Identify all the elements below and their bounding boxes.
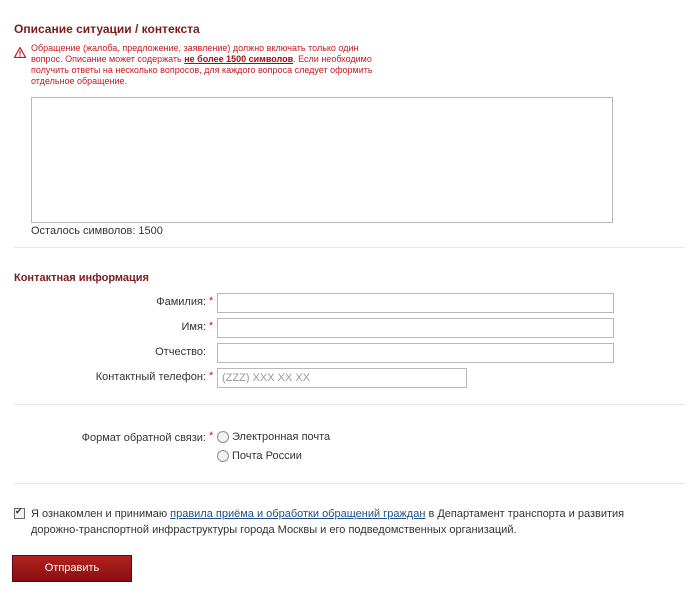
radio-email-label: Электронная почта (232, 431, 331, 443)
radio-post-label: Почта России (232, 450, 302, 462)
divider (14, 483, 685, 484)
radio-email[interactable] (217, 431, 229, 443)
name-required-mark: * (209, 320, 214, 332)
divider (14, 247, 685, 248)
warning-text-post: . Если необходимо получить ответы на несколько вопросов, для каждого вопроса следует оформить отдельное обращение. (31, 54, 373, 86)
submit-button[interactable]: Отправить (12, 555, 132, 582)
situation-title: Описание ситуации / контекста (14, 22, 200, 36)
contact-title: Контактная информация (14, 272, 149, 284)
agreement-text-pre: Я ознакомлен и принимаю (31, 508, 171, 520)
name-label: Имя: (181, 321, 206, 333)
phone-input[interactable]: (ZZZ) XXX XX XX (217, 368, 467, 388)
feedback-required-mark: * (209, 430, 214, 442)
surname-required-mark: * (209, 295, 214, 307)
description-textarea[interactable] (31, 97, 613, 223)
warning-text-pre: Обращение (жалоба, предложение, заявление) должно включать только один вопрос. Описание может содержать (31, 43, 359, 64)
agreement-text (31, 506, 671, 538)
remaining-label: Осталось символов: (31, 225, 136, 237)
surname-input[interactable] (217, 293, 614, 313)
patronymic-label: Отчество: (155, 346, 206, 358)
radio-post[interactable] (217, 450, 229, 462)
rules-link[interactable]: правила приёма и обработки обращений граждан (170, 508, 426, 520)
warning-icon (14, 47, 26, 58)
remaining-count: 1500 (138, 225, 163, 237)
patronymic-input[interactable] (217, 343, 614, 363)
phone-required-mark: * (209, 370, 214, 382)
description-warning (31, 43, 391, 87)
agreement-checkbox[interactable] (14, 508, 25, 519)
name-input[interactable] (217, 318, 614, 338)
agreement-text-post: в Департамент транспорта и развития дорожно-транспортной инфраструктуры города Москвы и его подведомственных организаций. (31, 508, 625, 536)
warning-limit: не более 1500 символов (184, 54, 294, 64)
divider (14, 404, 685, 405)
surname-label: Фамилия: (156, 296, 206, 308)
remaining-chars (31, 225, 163, 237)
feedback-format-label: Формат обратной связи: (81, 432, 206, 444)
phone-label: Контактный телефон: (95, 371, 206, 383)
